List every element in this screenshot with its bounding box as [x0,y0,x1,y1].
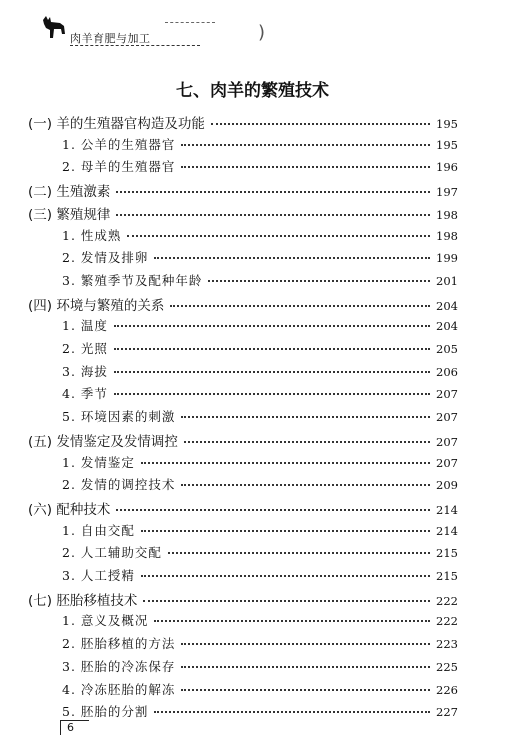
toc-subsection-row [62,384,458,404]
book-title: 肉羊育肥与加工 [70,32,151,45]
toc-page-number: 195 [436,137,458,152]
toc-subsection-row [62,475,458,495]
toc-entry-label: 2. 人工辅助交配 [62,545,162,561]
toc-page-number: 201 [436,273,458,288]
toc-leader-dots [114,325,430,327]
toc-subsection-row [62,680,458,700]
toc-leader-dots [181,166,430,168]
header-decor-rule [165,22,215,23]
toc-subsection-row [62,453,458,473]
toc-leader-dots [127,235,430,237]
toc-page-number: 204 [436,319,458,334]
toc-entry-label: (六) 配种技术 [28,501,111,518]
toc-subsection-row [62,248,458,268]
toc-entry-label: 1. 意义及概况 [62,613,149,629]
toc-section-row [28,430,458,450]
toc-section-row [28,203,458,223]
toc-page-number: 215 [436,569,458,583]
toc-leader-dots [184,441,430,443]
toc-entry-label: 4. 季节 [62,386,108,402]
toc-subsection-row [62,316,458,336]
toc-subsection-row [62,634,458,654]
toc-entry-label: 1. 温度 [62,318,108,334]
toc-entry-label: 2. 光照 [62,341,108,356]
chapter-title: 七、肉羊的繁殖技术 [176,81,329,101]
toc-subsection-row [62,362,458,382]
toc-entry-label: 1. 性成熟 [62,227,122,243]
toc-entry-label: 2. 胚胎移植的方法 [62,636,176,652]
toc-leader-dots [116,191,430,193]
toc-leader-dots [170,305,430,307]
toc-leader-dots [181,144,430,146]
toc-page-number: 198 [436,207,458,222]
toc-page-number: 195 [436,117,458,131]
toc-leader-dots [114,348,430,350]
toc-subsection-row [62,657,458,677]
toc-leader-dots [116,214,430,216]
toc-page-number: 196 [436,160,458,175]
toc-subsection-row [62,226,458,246]
toc-subsection-row [62,611,458,631]
toc-subsection-row [62,566,458,586]
toc-section-row [28,180,458,200]
toc-entry-label: 5. 胚胎的分割 [62,704,149,720]
toc-page-number: 222 [436,614,458,629]
toc-subsection-row [62,407,458,427]
toc-entry-label: 2. 发情的调控技术 [62,477,176,493]
toc-leader-dots [181,666,430,668]
toc-page-number: 222 [436,593,458,608]
toc-entry-label: (二) 生殖激素 [28,184,111,201]
toc-entry-label: 4. 冷冻胚胎的解冻 [62,681,176,697]
toc-page-number: 227 [436,705,458,720]
toc-entry-label: (五) 发情鉴定及发情调控 [28,433,178,450]
toc-leader-dots [181,643,430,645]
toc-leader-dots [181,484,430,486]
toc-entry-label: 2. 母羊的生殖器官 [62,159,176,175]
toc-leader-dots [116,509,430,511]
toc-subsection-row [62,135,458,155]
toc-entry-label: 1. 自由交配 [62,522,135,538]
header-underline [70,45,200,46]
toc-entry-label: (四) 环境与繁殖的关系 [28,297,165,314]
toc-entry-label: 3. 胚胎的冷冻保存 [62,658,176,674]
toc-page-number: 223 [436,637,458,652]
toc-leader-dots [114,371,430,373]
running-header [0,0,505,60]
toc-entry-label: (一) 羊的生殖器官构造及功能 [28,116,205,132]
toc-page-number: 206 [436,364,458,379]
toc-entry-label: 5. 环境因素的刺激 [62,409,176,425]
toc-leader-dots [154,257,430,259]
toc-leader-dots [181,689,430,691]
toc-entry-label: 2. 发情及排卵 [62,250,149,266]
toc-entry-label: (七) 胚胎移植技术 [28,592,138,609]
toc-subsection-row [62,521,458,541]
toc-leader-dots [154,620,430,622]
toc-page-number: 207 [436,410,458,425]
toc-subsection-row [62,543,458,563]
toc-page-number: 214 [436,502,458,517]
header-bracket-decor: ) [258,22,266,43]
toc-section-row [28,112,458,132]
toc-leader-dots [168,552,430,554]
toc-page-number: 198 [436,228,458,243]
toc-leader-dots [141,462,430,464]
toc-subsection-row [62,271,458,291]
toc-entry-label: 3. 海拔 [62,363,108,379]
toc-page-number: 204 [436,298,458,313]
toc-page-number: 197 [436,185,458,200]
toc-leader-dots [141,530,430,532]
toc-page-number: 214 [436,523,458,538]
toc-page-number: 209 [436,478,458,493]
toc-leader-dots [141,575,430,577]
toc-page-number: 207 [436,434,458,449]
toc-section-row [28,589,458,609]
toc-subsection-row [62,339,458,359]
toc-page-number: 207 [436,387,458,402]
toc-leader-dots [143,600,430,602]
toc-page-number: 225 [436,659,458,674]
toc-subsection-row [62,702,458,722]
toc-entry-label: (三) 繁殖规律 [28,206,111,223]
toc-leader-dots [208,280,430,282]
toc-leader-dots [154,711,430,713]
toc-leader-dots [181,416,430,418]
toc-subsection-row [62,157,458,177]
toc-page-number: 199 [436,251,458,266]
toc-entry-label: 1. 公羊的生殖器官 [62,136,176,152]
goat-icon [40,14,68,42]
toc-section-row [28,498,458,518]
toc-page-number: 226 [436,682,458,697]
toc-page-number: 207 [436,455,458,470]
toc-entry-label: 3. 人工授精 [62,568,135,583]
page-number: 6 [60,720,89,735]
toc-leader-dots [211,123,430,125]
toc-page-number: 215 [436,546,458,561]
toc-entry-label: 1. 发情鉴定 [62,454,135,470]
toc-page-number: 205 [436,342,458,356]
toc-leader-dots [114,393,430,395]
toc-entry-label: 3. 繁殖季节及配种年龄 [62,272,203,288]
toc-section-row [28,294,458,314]
